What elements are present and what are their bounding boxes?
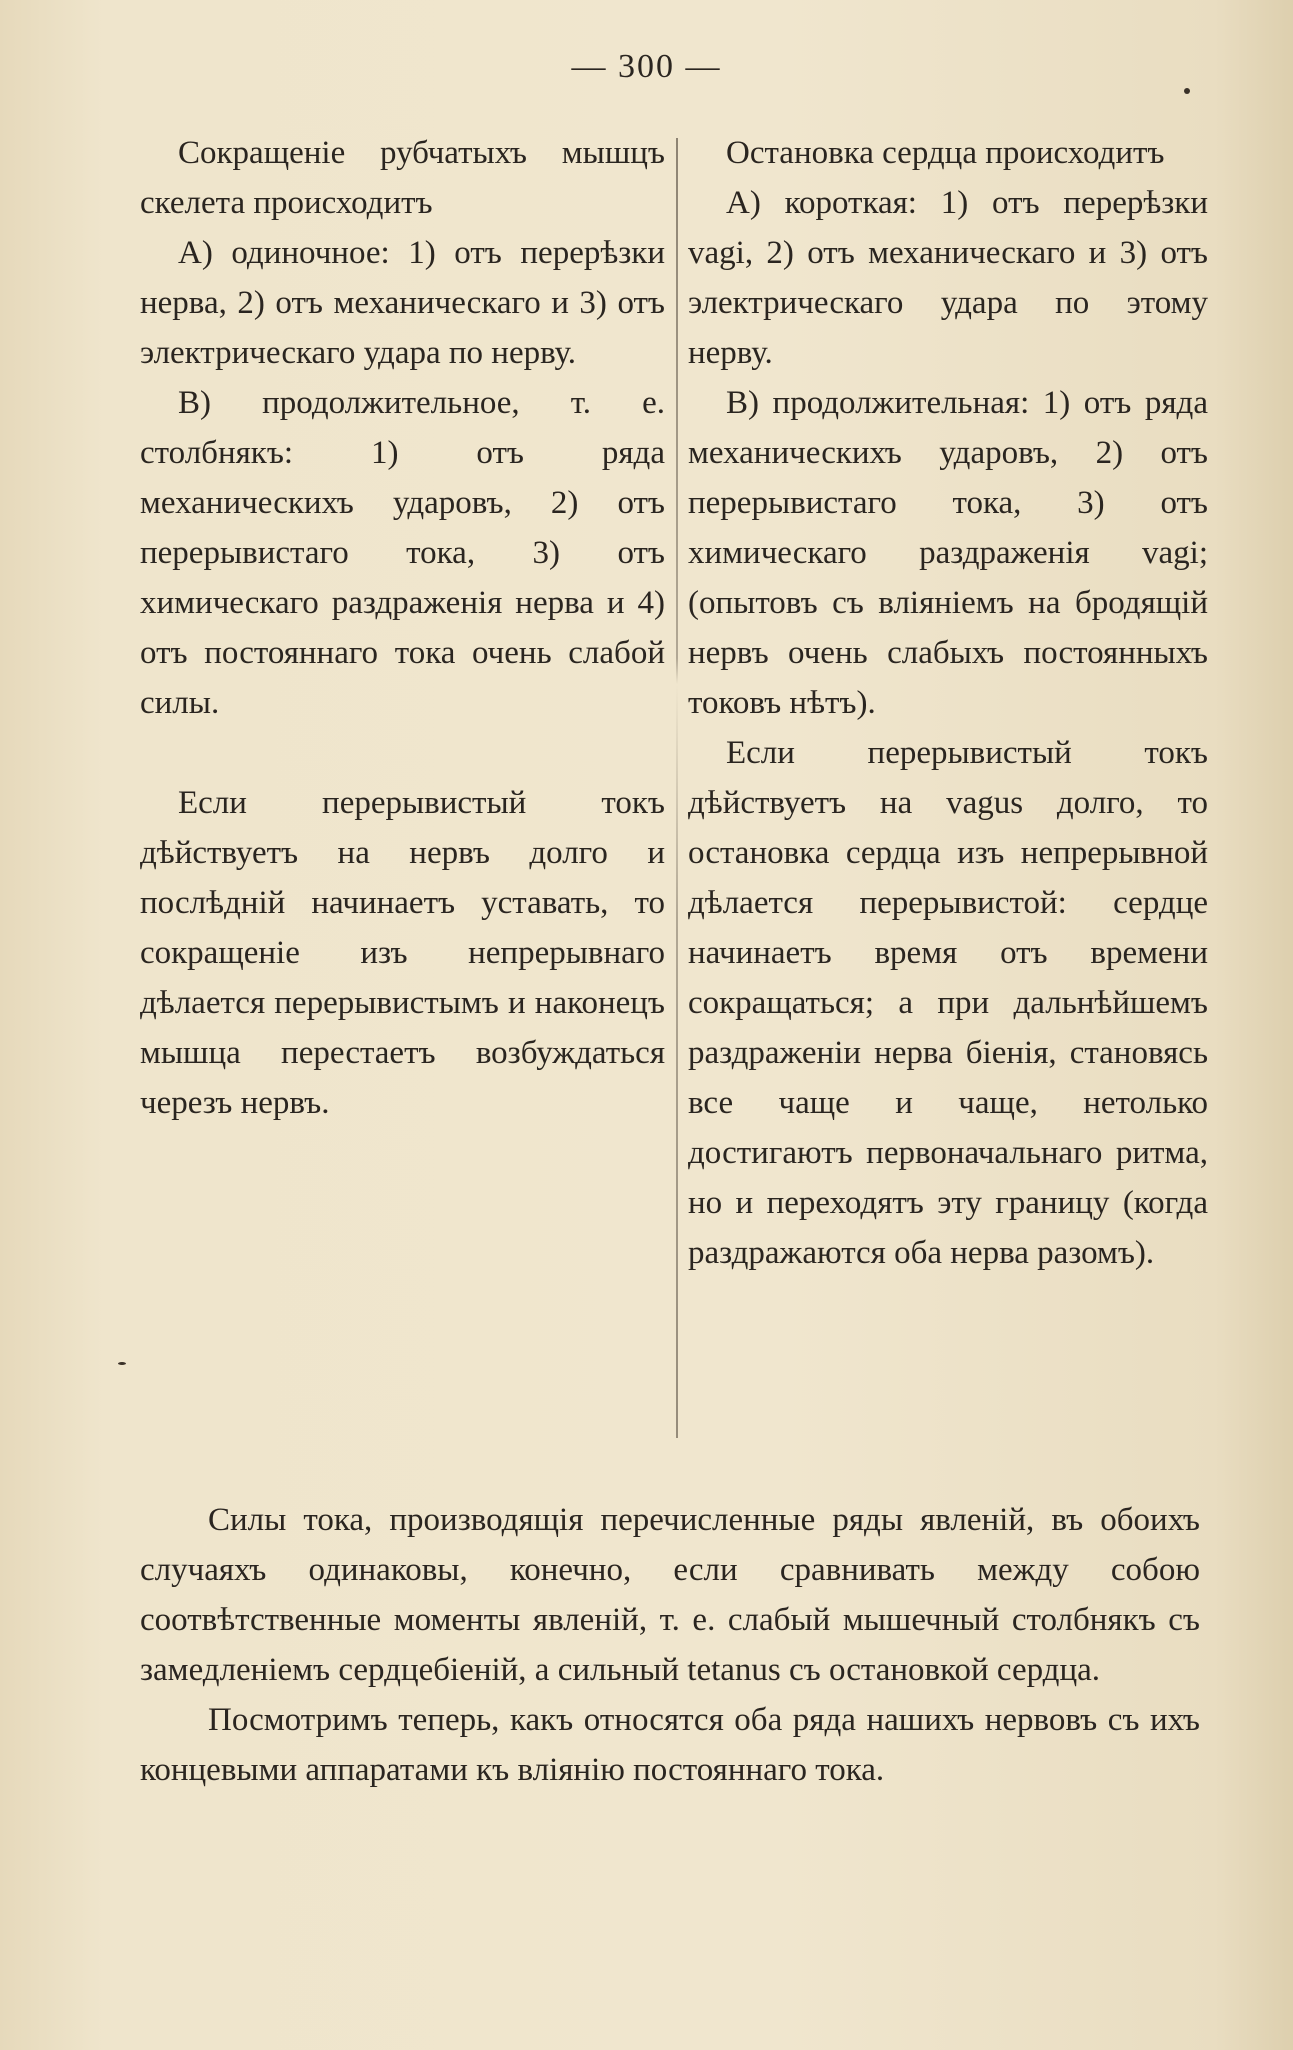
right-column	[688, 128, 1208, 1278]
body-paragraph-1: Силы тока, производящія перечисленные ряды явленій, въ обоихъ случаяхъ одинаковы, конечно, если сравнивать между собою соотвѣтственные моменты явленій, т. е. слабый мышечный столбнякъ съ замедленіемъ сердцебіеній, а сильный tetanus съ остановкой сердца.	[140, 1502, 1200, 1688]
left-intro-paragraph: Сокращеніе рубчатыхъ мышцъ скелета происходитъ	[140, 135, 665, 221]
ink-speck	[118, 1362, 126, 1365]
body-paragraph-2: Посмотримъ теперь, какъ относятся оба ряда нашихъ нервовъ съ ихъ концевыми аппаратами къ вліянію постояннаго тока.	[140, 1702, 1200, 1788]
left-fatigue-paragraph: Если перерывистый токъ дѣйствуетъ на нервъ долго и послѣдній начинаетъ уставать, то сокращеніе изъ непрерывнаго дѣлается перерывистымъ и наконецъ мышца перестаетъ возбуждаться черезъ нервъ.	[140, 785, 665, 1121]
column-divider	[676, 138, 678, 1438]
left-single-contraction-paragraph: А) одиночное: 1) отъ перерѣзки нерва, 2) отъ механическаго и 3) отъ электрическаго удара по нерву.	[140, 235, 665, 371]
right-short-arrest-paragraph: А) короткая: 1) отъ перерѣзки vagi, 2) отъ механическаго и 3) отъ электрическаго удара по этому нерву.	[688, 185, 1208, 371]
ink-speck	[1184, 88, 1190, 94]
paragraph-gap	[140, 728, 665, 778]
left-tetanus-paragraph: В) продолжительное, т. е. столбнякъ: 1) отъ ряда механическихъ ударовъ, 2) отъ перерывистаго тока, 3) отъ химическаго раздраженія нерва и 4) отъ постояннаго тока очень слабой силы.	[140, 385, 665, 721]
right-vagus-paragraph: Если перерывистый токъ дѣйствуетъ на vagus долго, то остановка сердца изъ непрерывной дѣлается перерывистой: сердце начинаетъ время отъ времени сокращаться; а при дальнѣйшемъ раздраженіи нерва біенія, становясь все чаще и чаще, нетолько достигаютъ первоначальнаго ритма, но и переходятъ эту границу (когда раздражаются оба нерва разомъ).	[688, 735, 1208, 1271]
right-long-arrest-paragraph: В) продолжительная: 1) отъ ряда механическихъ ударовъ, 2) отъ перерывистаго тока, 3) отъ химическаго раздраженія vagi; (опытовъ съ вліяніемъ на бродящій нервъ очень слабыхъ постоянныхъ токовъ нѣтъ).	[688, 385, 1208, 721]
full-width-text	[140, 1495, 1200, 1795]
right-intro-paragraph: Остановка сердца происходитъ	[726, 135, 1165, 171]
left-column	[140, 128, 665, 1128]
page-number: — 300 —	[571, 48, 722, 85]
